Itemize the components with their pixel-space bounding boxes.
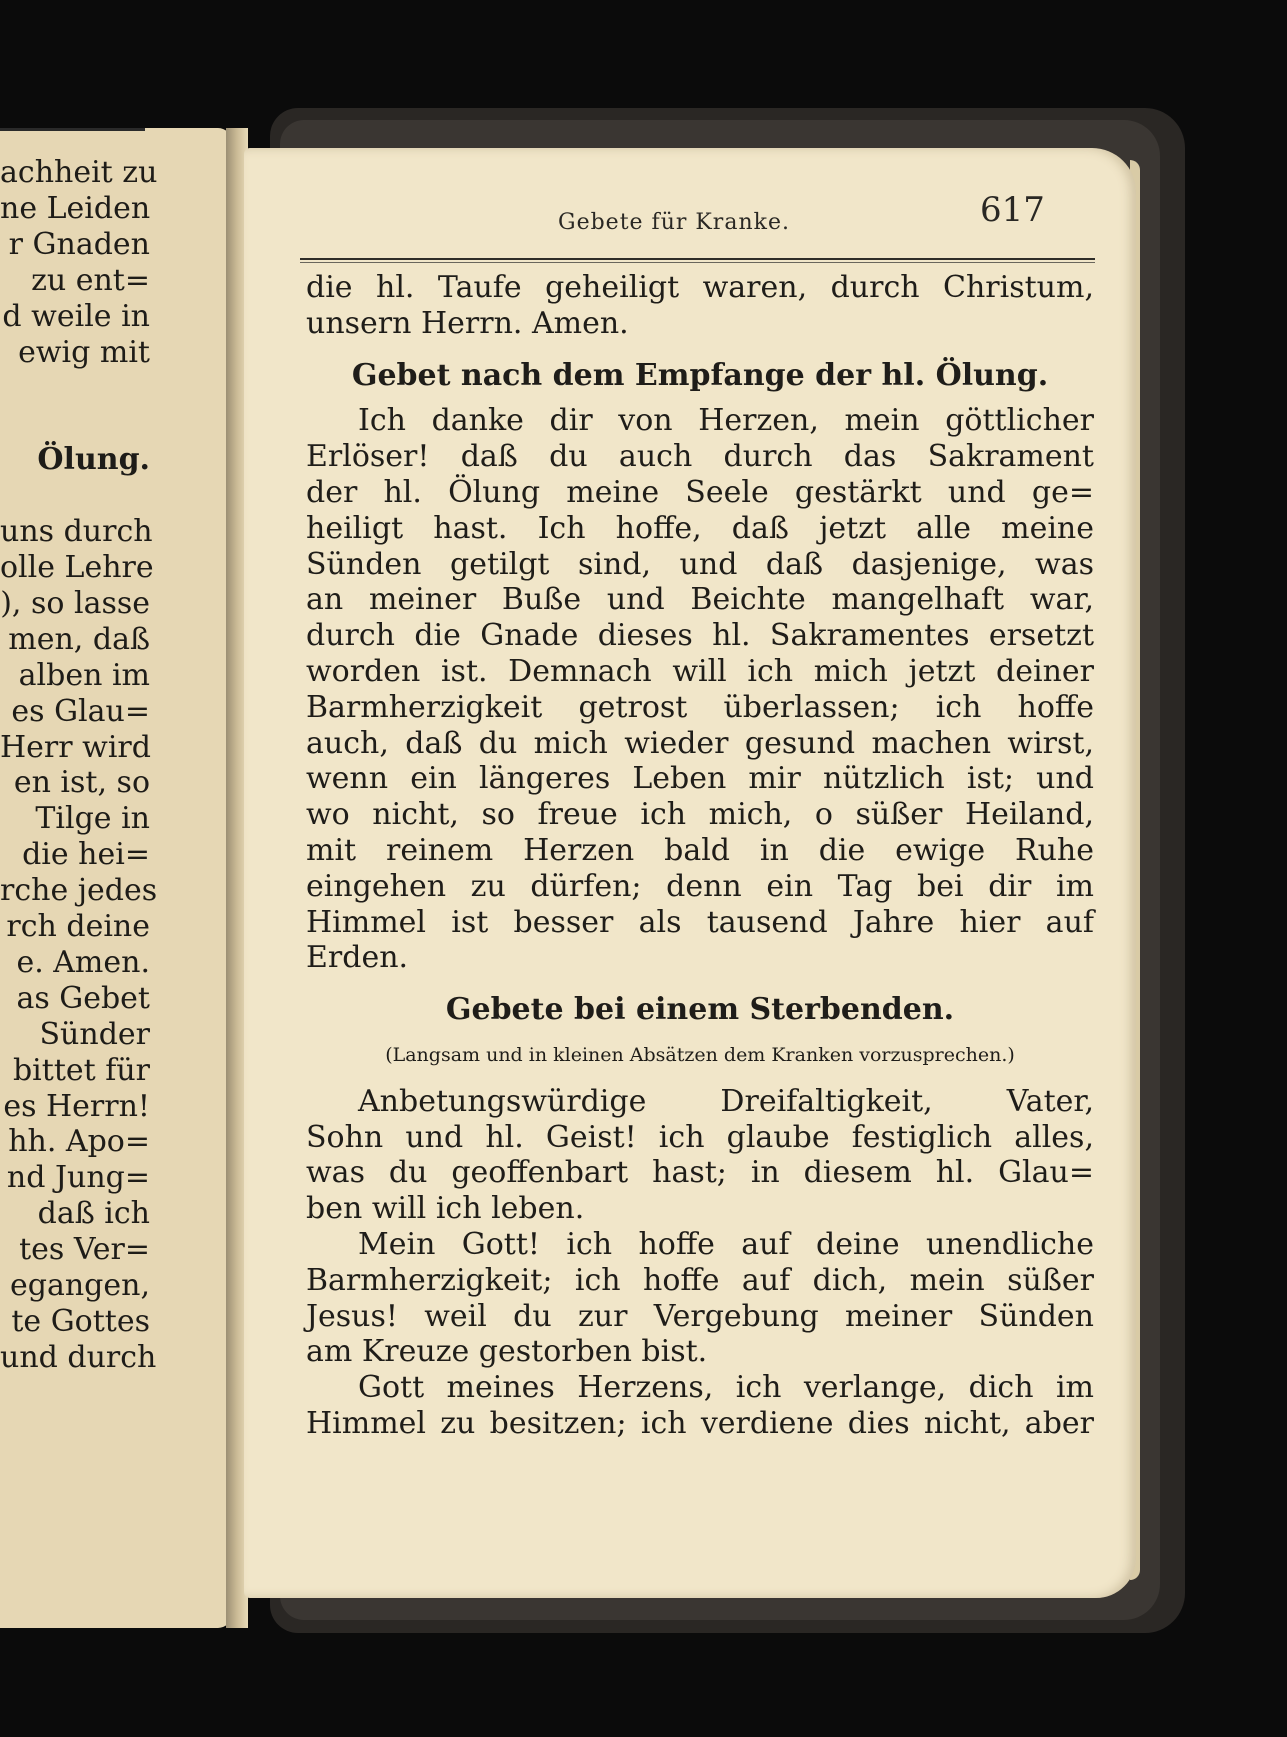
left-page-line: egangen, [10,1268,150,1304]
left-page-line: tes Ver= [19,1232,150,1268]
left-page-rule [0,128,145,131]
running-head: Gebete für Kranke. [558,210,790,235]
left-page-line: en ist, so [13,765,150,801]
text-line: Sünden getilgt sind, und daß dasjenige, was [306,546,1094,582]
text-line: Jesus! weil du zur Vergebung meiner Sünden [306,1298,1094,1334]
sterbende-paragraph-1 [306,1084,1094,1227]
text-line: Barmherzigkeit; ich hoffe auf dich, mein süßer [306,1262,1094,1298]
text-line: Ich danke dir von Herzen, mein göttlicher [358,403,1094,439]
text-line: durch die Gnade dieses hl. Sakramentes ersetzt [306,618,1094,654]
left-page-line: es Glau= [11,693,150,729]
left-page-line: e. Amen. [16,944,150,980]
left-page-line: rch deine [6,909,150,945]
left-page-line: Herr wird [0,729,151,765]
left-page-line [0,478,150,514]
text-line: heiligt hast. Ich hoffe, daß jetzt alle meine [306,510,1094,546]
text-line: ben will ich leben. [306,1191,585,1227]
text-line: was du geoffenbart hast; in diesem hl. Glau= [306,1155,1094,1191]
oelung-prayer [306,403,1094,976]
instruction-note: (Langsam und in kleinen Absätzen dem Kranken vorzusprechen.) [385,1043,1015,1066]
left-page-line: hh. Apo= [8,1124,150,1160]
text-line: Erden. [306,940,409,976]
section-heading-oelung: Gebet nach dem Empfange der hl. Ölung. [351,357,1049,393]
text-line: Mein Gott! ich hoffe auf deine unendliche [358,1226,1094,1262]
left-page-line: bittet für [12,1052,150,1088]
text-line: Himmel ist besser als tausend Jahre hier auf [306,904,1094,940]
left-page-line: achheit zu [0,155,158,190]
left-page-line: ewig mit [18,334,150,370]
page-number: 617 [980,190,1045,230]
left-page-line: r Gnaden [8,226,150,262]
text-line: der hl. Ölung meine Seele gestärkt und ge= [306,474,1094,510]
section-heading-sterbenden: Gebete bei einem Sterbenden. [445,992,955,1028]
text-line: Barmherzigkeit getrost überlassen; ich hoffe [306,689,1094,725]
text-line: Erlöser! daß du auch durch das Sakrament [306,439,1094,475]
left-page-line: zu ent= [31,262,150,298]
left-page-line: daß ich [37,1196,150,1232]
left-page-line: ne Leiden [0,190,151,226]
text-line: Gott meines Herzens, ich verlange, dich im [358,1370,1094,1406]
left-page-text [0,155,158,1376]
text-line: wo nicht, so freue ich mich, o süßer Heiland, [306,797,1094,833]
text-line: Sohn und hl. Geist! ich glaube festiglich alles, [306,1119,1094,1155]
left-page-line [0,370,150,406]
sterbende-paragraph-2 [306,1227,1094,1370]
left-page-line: Tilge in [35,801,150,837]
left-page-line: rche jedes [0,873,158,909]
left-page-line: und durch [0,1339,157,1375]
text-line: unsern Herrn. Amen. [306,305,629,341]
text-line: eingehen zu dürfen; denn ein Tag bei dir im [306,868,1094,904]
sterbende-paragraph-3 [306,1370,1094,1442]
opening-paragraph [306,270,1094,342]
text-line: mit reinem Herzen bald in die ewige Ruhe [306,832,1094,868]
left-page-line: alben im [18,657,150,693]
left-page-line: ), so lasse [0,585,150,621]
left-page-line: Sünder [39,1016,150,1052]
left-page-line: Ölung. [37,442,150,478]
left-page-line: te Gottes [11,1304,150,1339]
left-page-line: uns durch [0,514,153,550]
text-line: am Kreuze gestorben bist. [306,1334,708,1370]
right-page-body [306,270,1094,1442]
text-line: worden ist. Demnach will ich mich jetzt deiner [306,653,1094,689]
left-page-line: as Gebet [16,980,150,1016]
text-line: die hl. Taufe geheiligt waren, durch Christum, [306,270,1094,305]
text-line: an meiner Buße und Beichte mangelhaft war, [306,582,1094,618]
left-page-line: es Herrn! [3,1088,150,1124]
left-page-line: nd Jung= [6,1160,150,1196]
left-page-line: men, daß [8,621,150,657]
text-line: auch, daß du mich wieder gesund machen wirst, [306,725,1094,761]
left-page-line: olle Lehre [0,549,154,585]
left-page-line [0,406,150,442]
left-page-line: die hei= [22,837,150,873]
right-page [244,148,1136,1598]
header-rule-thin [300,262,1095,263]
text-line: Anbetungswürdige Dreifaltigkeit, Vater, [358,1083,1094,1119]
text-line: Himmel zu besitzen; ich verdiene dies nicht, aber [306,1405,1094,1441]
header-rule [300,258,1095,260]
left-page-line: d weile in [2,298,150,334]
text-line: wenn ein längeres Leben mir nützlich ist; und [306,761,1094,797]
